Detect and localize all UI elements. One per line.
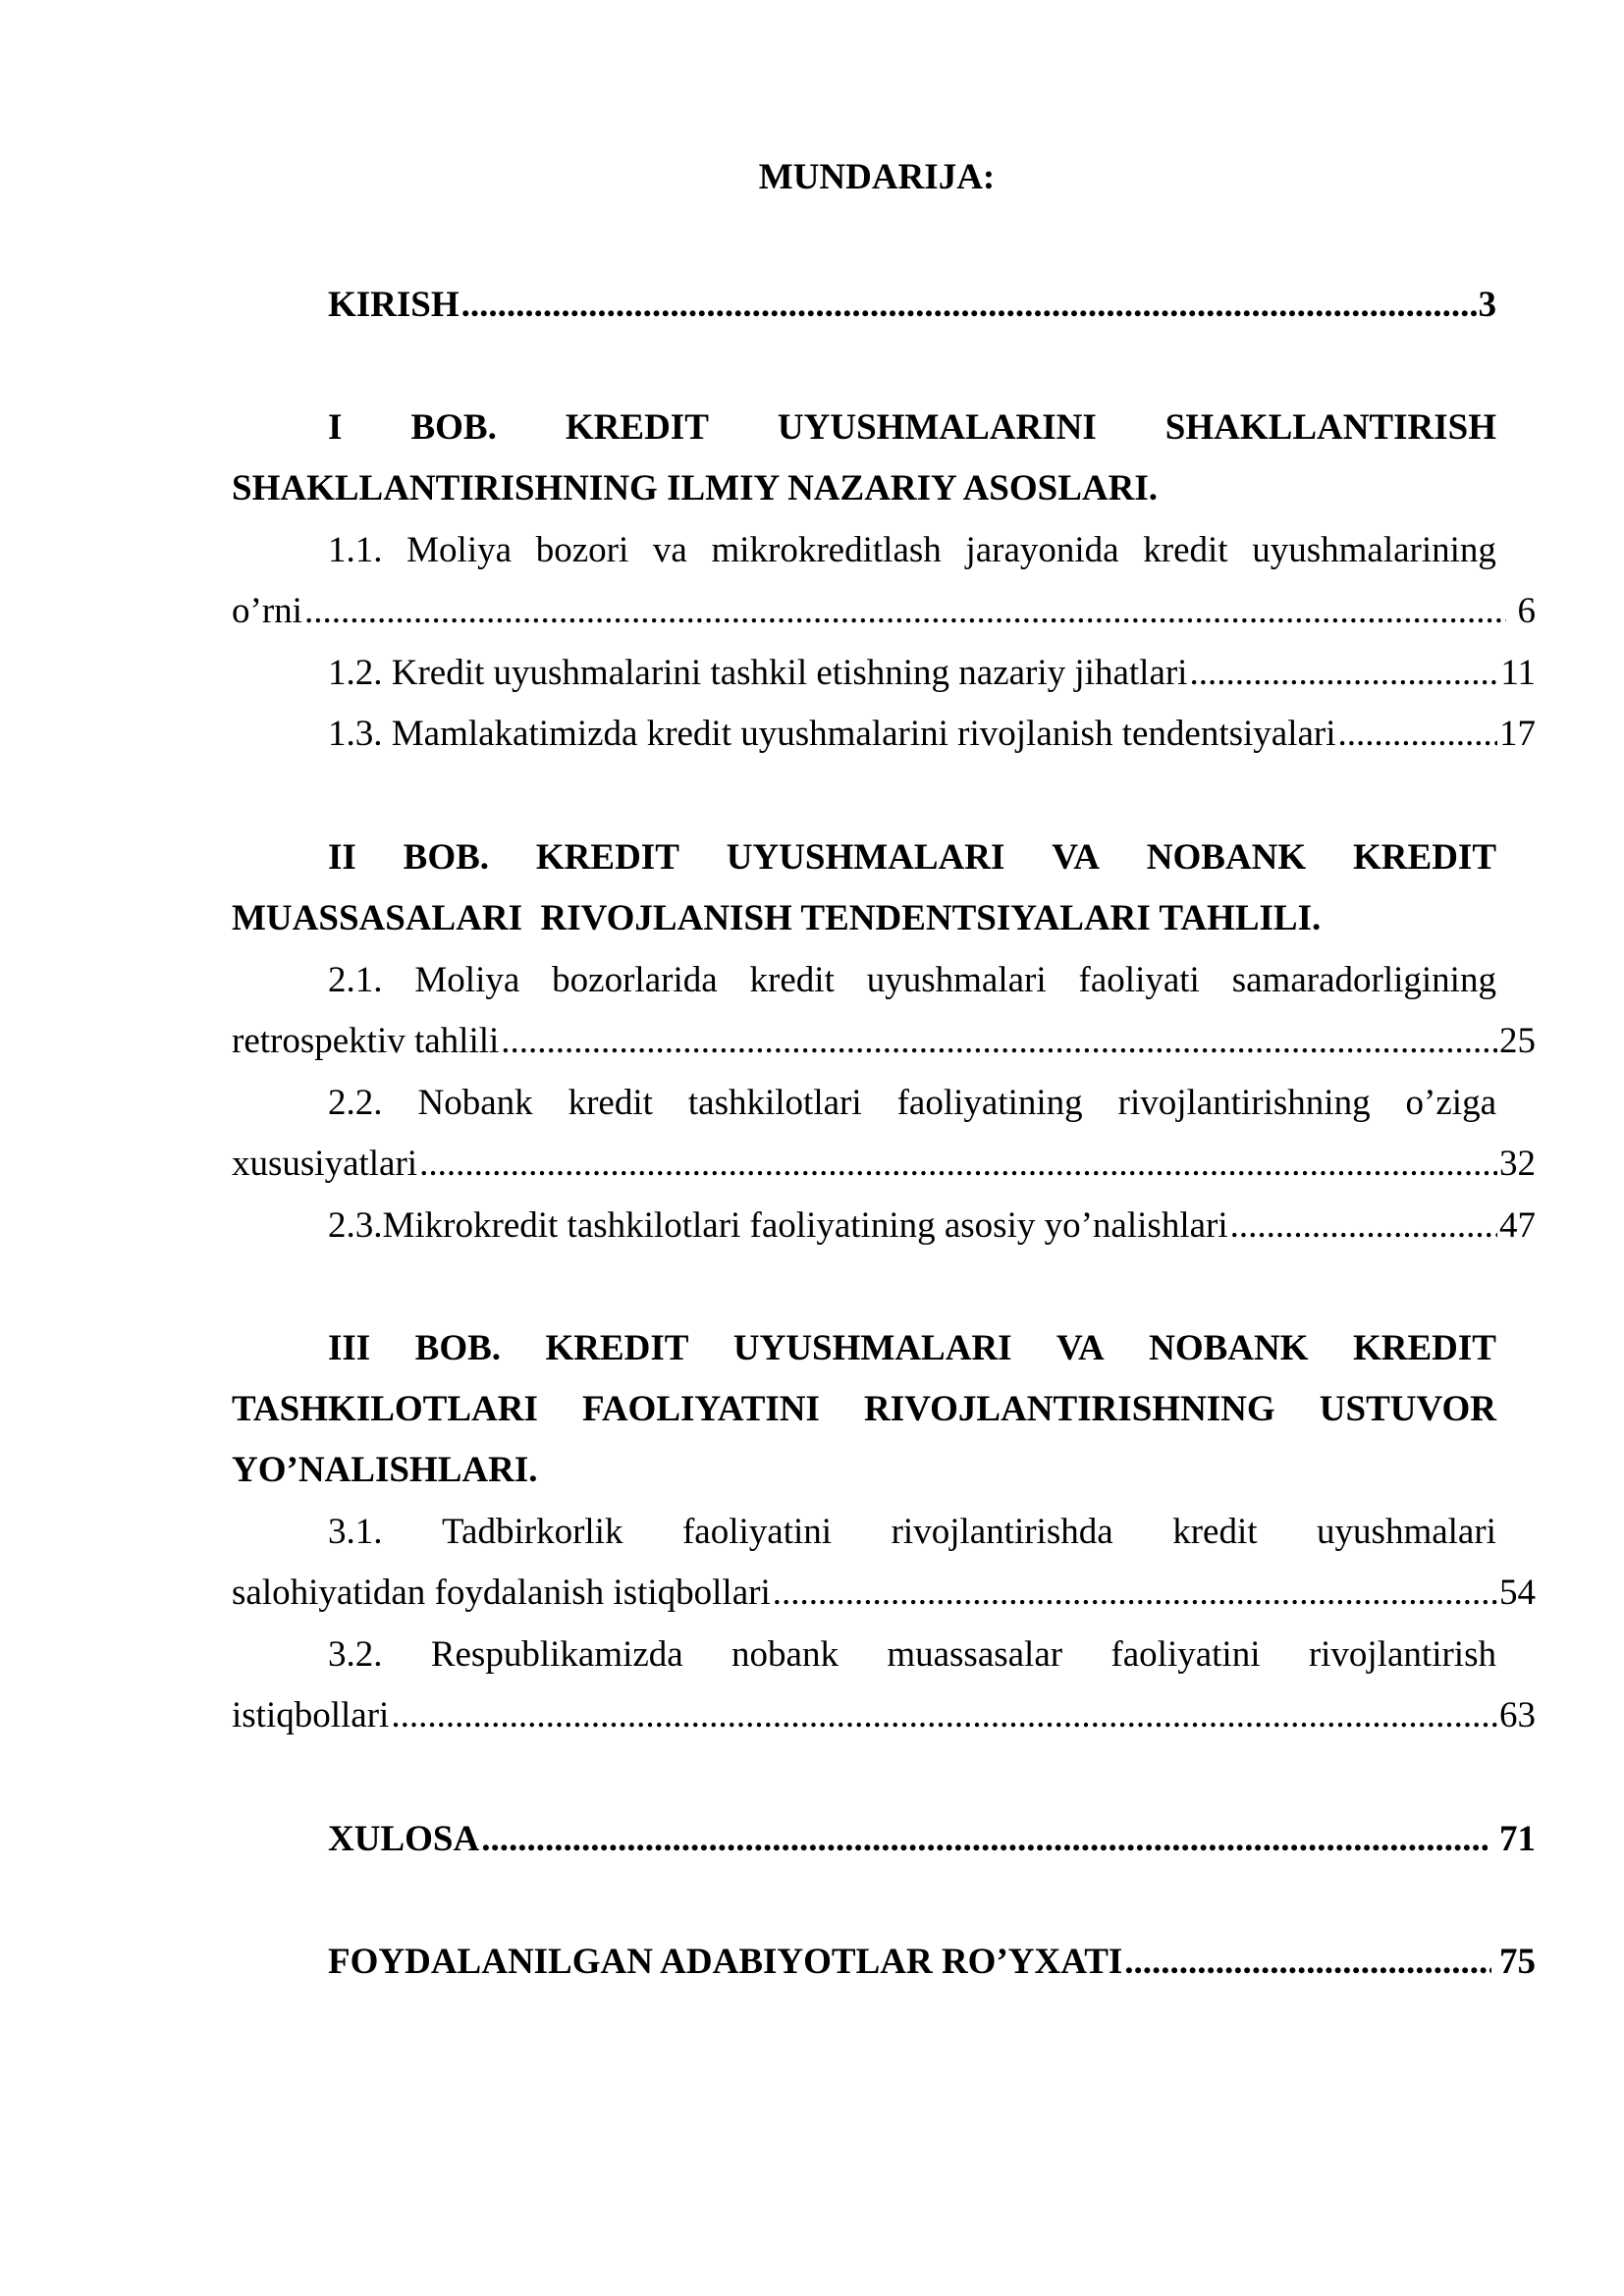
toc-entry-references[interactable] bbox=[328, 1932, 1536, 1993]
chapter2-heading-line1[interactable] bbox=[328, 828, 1496, 888]
toc-entry-label: 1.3. Mamlakatimizda kredit uyushmalarini rivojlanish tendentsiyalari bbox=[328, 714, 1336, 754]
chapter1-heading-line1[interactable] bbox=[328, 398, 1496, 458]
entry-word: kredit bbox=[1172, 1512, 1258, 1552]
toc-entry-2-1-line1[interactable] bbox=[328, 950, 1496, 1011]
heading-word: UYUSHMALARI bbox=[732, 1328, 1012, 1368]
toc-entry-2-3[interactable] bbox=[328, 1196, 1536, 1256]
toc-entry-2-2-line2[interactable] bbox=[232, 1134, 1536, 1195]
heading-word: UYUSHMALARI bbox=[726, 837, 1005, 878]
toc-page-number: 47 bbox=[1499, 1205, 1536, 1246]
toc-page-number: 63 bbox=[1499, 1695, 1536, 1735]
entry-word: bozorlarida bbox=[552, 960, 718, 1000]
dot-leader bbox=[481, 1809, 1488, 1870]
entry-word: 1.1. bbox=[328, 530, 383, 570]
chapter3-heading-line1[interactable] bbox=[328, 1318, 1496, 1379]
entry-word: Tadbirkorlik bbox=[442, 1512, 623, 1552]
toc-entry-1-1-line2[interactable] bbox=[232, 581, 1536, 642]
entry-word: mikrokreditlash bbox=[711, 530, 942, 570]
entry-word: Moliya bbox=[406, 530, 513, 570]
heading-word: NOBANK bbox=[1149, 1328, 1309, 1368]
toc-entry-3-1-line2[interactable] bbox=[232, 1563, 1536, 1624]
heading-word: KREDIT bbox=[545, 1328, 689, 1368]
entry-word: Respublikamizda bbox=[430, 1634, 683, 1675]
toc-entry-1-1-line1[interactable] bbox=[328, 520, 1496, 581]
heading-word: III bbox=[328, 1328, 371, 1368]
dot-leader bbox=[1338, 704, 1498, 765]
toc-page-number: 75 bbox=[1499, 1942, 1536, 1982]
entry-word: 3.2. bbox=[328, 1634, 383, 1675]
toc-entry-label: XULOSA bbox=[328, 1819, 480, 1859]
entry-word: kredit bbox=[749, 960, 835, 1000]
toc-page-number: 54 bbox=[1499, 1573, 1536, 1613]
heading-word: UYUSHMALARINI bbox=[777, 407, 1097, 448]
heading-word: VA bbox=[1056, 1328, 1105, 1368]
toc-entry-label: retrospektiv tahlili bbox=[232, 1021, 500, 1061]
dot-leader bbox=[501, 1011, 1497, 1072]
entry-word: o’ziga bbox=[1405, 1083, 1496, 1123]
entry-word: rivojlantirish bbox=[1308, 1634, 1496, 1675]
entry-word: faoliyatining bbox=[896, 1083, 1083, 1123]
entry-word: bozori bbox=[535, 530, 629, 570]
toc-entry-kirish[interactable] bbox=[328, 275, 1496, 336]
entry-word: muassasalar bbox=[887, 1634, 1063, 1675]
entry-word: Moliya bbox=[414, 960, 520, 1000]
toc-entry-label: o’rni bbox=[232, 591, 302, 631]
heading-word: RIVOJLANTIRISHNING bbox=[864, 1389, 1275, 1429]
chapter2-heading-line2: MUASSASALARI RIVOJLANISH TENDENTSIYALARI TAHLILI. bbox=[232, 898, 1322, 938]
toc-page-number: 11 bbox=[1500, 653, 1536, 693]
heading-word: KREDIT bbox=[1353, 837, 1496, 878]
toc-page-number: 71 bbox=[1499, 1819, 1536, 1859]
toc-entry-2-2-line1[interactable] bbox=[328, 1073, 1496, 1134]
entry-word: kredit bbox=[1143, 530, 1228, 570]
toc-entry-label: 2.3.Mikrokredit tashkilotlari faoliyatining asosiy yo’nalishlari bbox=[328, 1205, 1228, 1246]
heading-word: VA bbox=[1052, 837, 1100, 878]
heading-word: BOB. bbox=[403, 837, 490, 878]
heading-word: KREDIT bbox=[1352, 1328, 1496, 1368]
dot-leader bbox=[773, 1563, 1497, 1624]
chapter3-heading-line2 bbox=[232, 1379, 1496, 1440]
toc-entry-label: salohiyatidan foydalanish istiqbollari bbox=[232, 1573, 771, 1613]
entry-word: faoliyati bbox=[1078, 960, 1200, 1000]
entry-word: 2.1. bbox=[328, 960, 383, 1000]
entry-word: samaradorligining bbox=[1231, 960, 1496, 1000]
toc-entry-xulosa[interactable] bbox=[328, 1809, 1536, 1870]
entry-word: Nobank bbox=[417, 1083, 533, 1123]
dot-leader bbox=[1230, 1196, 1497, 1256]
toc-entry-2-1-line2[interactable] bbox=[232, 1011, 1536, 1072]
entry-word: uyushmalari bbox=[866, 960, 1047, 1000]
toc-entry-3-1-line1[interactable] bbox=[328, 1502, 1496, 1563]
toc-entry-1-2[interactable] bbox=[328, 643, 1536, 704]
entry-word: 3.1. bbox=[328, 1512, 383, 1552]
heading-word: KREDIT bbox=[535, 837, 679, 878]
dot-leader bbox=[461, 275, 1477, 336]
heading-word: BOB. bbox=[410, 407, 497, 448]
entry-word: tashkilotlari bbox=[687, 1083, 862, 1123]
toc-entry-1-3[interactable] bbox=[328, 704, 1536, 765]
entry-word: faoliyatini bbox=[1110, 1634, 1261, 1675]
toc-page-number: 6 bbox=[1517, 591, 1536, 631]
toc-entry-label: istiqbollari bbox=[232, 1695, 390, 1735]
toc-entry-label: xususiyatlari bbox=[232, 1144, 418, 1184]
entry-word: rivojlantirishning bbox=[1117, 1083, 1371, 1123]
heading-word: BOB. bbox=[414, 1328, 502, 1368]
entry-word: va bbox=[652, 530, 687, 570]
toc-entry-3-2-line1[interactable] bbox=[328, 1625, 1496, 1685]
heading-word: II bbox=[328, 837, 356, 878]
entry-word: jarayonida bbox=[965, 530, 1119, 570]
chapter3-heading-line3: YO’NALISHLARI. bbox=[232, 1450, 538, 1490]
heading-word: KREDIT bbox=[565, 407, 709, 448]
dot-leader bbox=[304, 581, 1506, 642]
dot-leader bbox=[419, 1134, 1497, 1195]
dot-leader bbox=[1124, 1932, 1491, 1993]
toc-entry-label: 1.2. Kredit uyushmalarini tashkil etishning nazariy jihatlari bbox=[328, 653, 1188, 693]
entry-word: faoliyatini bbox=[681, 1512, 833, 1552]
toc-page-number: 3 bbox=[1478, 285, 1496, 325]
toc-entry-label: KIRISH bbox=[328, 285, 460, 325]
toc-entry-3-2-line2[interactable] bbox=[232, 1685, 1536, 1746]
entry-word: 2.2. bbox=[328, 1083, 383, 1123]
heading-word: SHAKLLANTIRISH bbox=[1164, 407, 1496, 448]
toc-entry-label: FOYDALANILGAN ADABIYOTLAR RO’YXATI bbox=[328, 1942, 1123, 1982]
heading-word: NOBANK bbox=[1146, 837, 1307, 878]
entry-word: nobank bbox=[731, 1634, 839, 1675]
toc-page-number: 32 bbox=[1499, 1144, 1536, 1184]
page-title: MUNDARIJA: bbox=[758, 157, 996, 197]
chapter1-heading-line2: SHAKLLANTIRISHNING ILMIY NAZARIY ASOSLARI. bbox=[232, 468, 1159, 508]
dot-leader bbox=[1189, 643, 1498, 704]
heading-word: USTUVOR bbox=[1319, 1389, 1496, 1429]
entry-word: uyushmalarining bbox=[1252, 530, 1496, 570]
heading-word: TASHKILOTLARI bbox=[232, 1389, 538, 1429]
heading-word: FAOLIYATINI bbox=[581, 1389, 820, 1429]
heading-word: I bbox=[328, 407, 343, 448]
entry-word: uyushmalari bbox=[1317, 1512, 1496, 1552]
entry-word: rivojlantirishda bbox=[891, 1512, 1113, 1552]
toc-page-number: 25 bbox=[1499, 1021, 1536, 1061]
entry-word: kredit bbox=[568, 1083, 653, 1123]
dot-leader bbox=[391, 1685, 1497, 1746]
toc-page-number: 17 bbox=[1499, 714, 1536, 754]
